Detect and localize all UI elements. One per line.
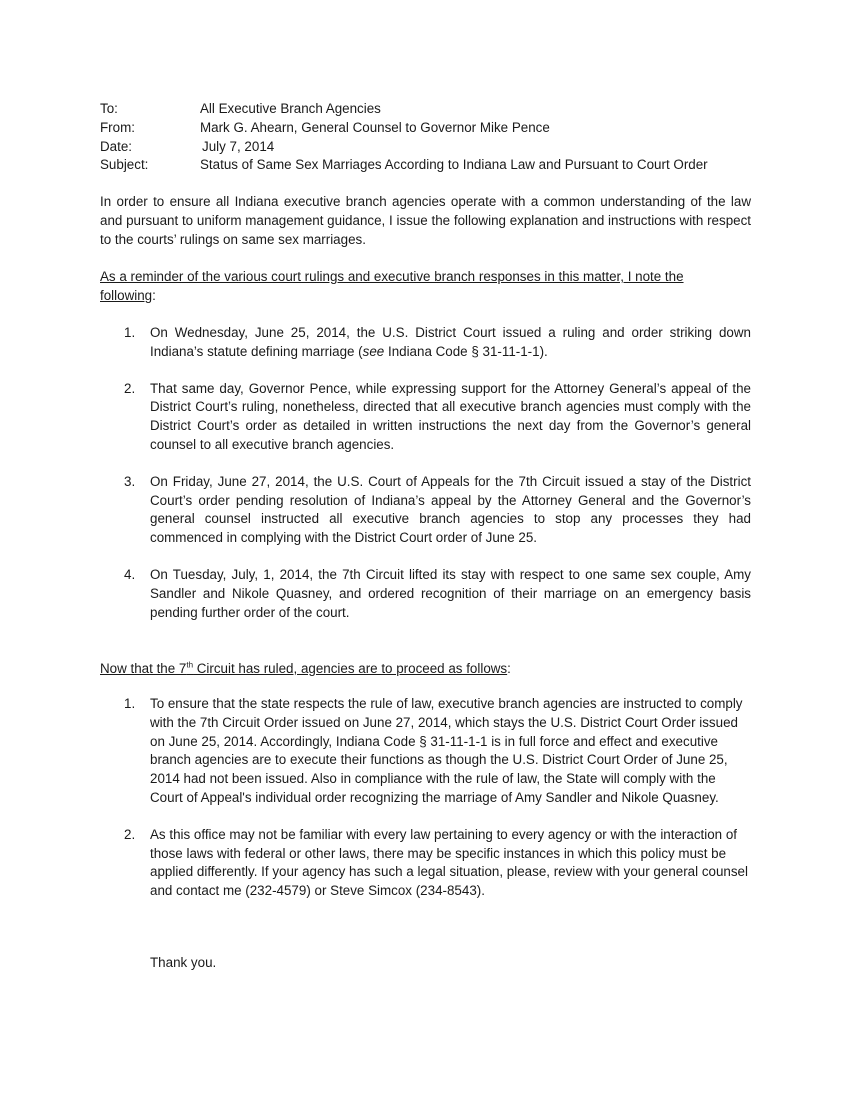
subject-value: Status of Same Sex Marriages According to Indiana Law and Pursuant to Court Order <box>200 157 708 173</box>
to-row <box>100 100 760 119</box>
reminder-heading <box>100 268 740 306</box>
date-value: July 7, 2014 <box>202 138 275 154</box>
item-number: 4. <box>124 566 136 582</box>
proceed-heading-colon: : <box>507 661 511 676</box>
item-number: 3. <box>124 473 136 489</box>
item-text-part: Indiana Code § 31-11-1-1). <box>384 343 548 359</box>
list-item <box>100 380 751 455</box>
item-text: On Tuesday, July, 1, 2014, the 7th Circuit lifted its stay with respect to one same sex couple, Amy Sandler and Nikole Quasney, and ordered recognition of their marriage on an emergency basis pending further order of the court. <box>150 566 751 620</box>
from-value: Mark G. Ahearn, General Counsel to Governor Mike Pence <box>200 119 550 135</box>
proceed-heading-part: Circuit has ruled, agencies are to proceed as follows <box>193 661 508 676</box>
item-text-part: On Wednesday, June 25, 2014, the U.S. District Court issued a ruling and order striking down Indiana’s statute defining marriage ( <box>150 325 751 359</box>
item-number: 1. <box>124 696 136 711</box>
item-number: 1. <box>124 325 136 340</box>
item-number: 2. <box>124 380 136 396</box>
item-text: As this office may not be familiar with every law pertaining to every agency or with the interaction of those laws with federal or other laws, there may be specific instances in which this policy must be applied differently. If your agency has such a legal situation, please, review with your general counsel and contact me (232-4579) or Steve Simcox (234-8543). <box>150 826 748 899</box>
item-text: On Friday, June 27, 2014, the U.S. Court of Appeals for the 7th Circuit issued a stay of the District Court’s order pending resolution of Indiana’s appeal by the Attorney General and the Governor’s general counsel instructed all executive branch agencies to stop any processes they had commenced in complying with the District Court order of June 25. <box>150 473 751 546</box>
reminder-list <box>100 324 751 640</box>
list-item <box>100 324 751 362</box>
date-label: Date: <box>100 138 133 154</box>
list-item <box>100 695 751 808</box>
proceed-heading <box>100 660 740 679</box>
to-value: All Executive Branch Agencies <box>200 101 381 116</box>
intro-paragraph: In order to ensure all Indiana executive branch agencies operate with a common understanding of the law and pursuant to uniform management guidance, I issue the following explanation and instructions with respect to the courts’ rulings on same sex marriages. <box>100 194 751 247</box>
item-text: That same day, Governor Pence, while expressing support for the Attorney General’s appeal of the District Court’s ruling, nonetheless, directed that all executive branch agencies must comply with the District Court’s order as detailed in written instructions the next day from the Governor’s general counsel to all executive branch agencies. <box>150 380 751 452</box>
proceed-heading-text <box>100 661 507 676</box>
reminder-heading-colon: : <box>152 287 156 303</box>
subject-row <box>100 156 760 175</box>
proceed-list <box>100 695 751 919</box>
list-item <box>100 826 751 901</box>
proceed-heading-part: Now that the 7 <box>100 661 187 676</box>
to-label: To: <box>100 101 118 116</box>
list-item <box>100 473 751 548</box>
closing-line: Thank you. <box>150 955 217 970</box>
item-text-italic: see <box>362 343 385 359</box>
from-row <box>100 119 760 138</box>
date-row <box>100 138 760 157</box>
item-text <box>150 324 751 362</box>
item-number: 2. <box>124 826 136 842</box>
proceed-heading-sup: th <box>186 660 194 670</box>
item-text: To ensure that the state respects the rule of law, executive branch agencies are instructed to comply with the 7th Circuit Order issued on June 27, 2014, which stays the U.S. District Court Order issued on June 25, 2014. Accordingly, Indiana Code § 31-11-1-1 is in full force and effect and executive branch agencies are to execute their functions as though the U.S. District Court Order of June 25, 2014 had not been issued. Also in compliance with the rule of law, the State will comply with the Court of Appeal's individual order recognizing the marriage of Amy Sandler and Nikole Quasney. <box>150 696 743 805</box>
reminder-heading-text: As a reminder of the various court rulings and executive branch responses in this matter, I note the following <box>100 269 684 303</box>
memo-header <box>100 100 760 175</box>
subject-label: Subject: <box>100 157 149 173</box>
from-label: From: <box>100 119 135 135</box>
list-item <box>100 566 751 622</box>
